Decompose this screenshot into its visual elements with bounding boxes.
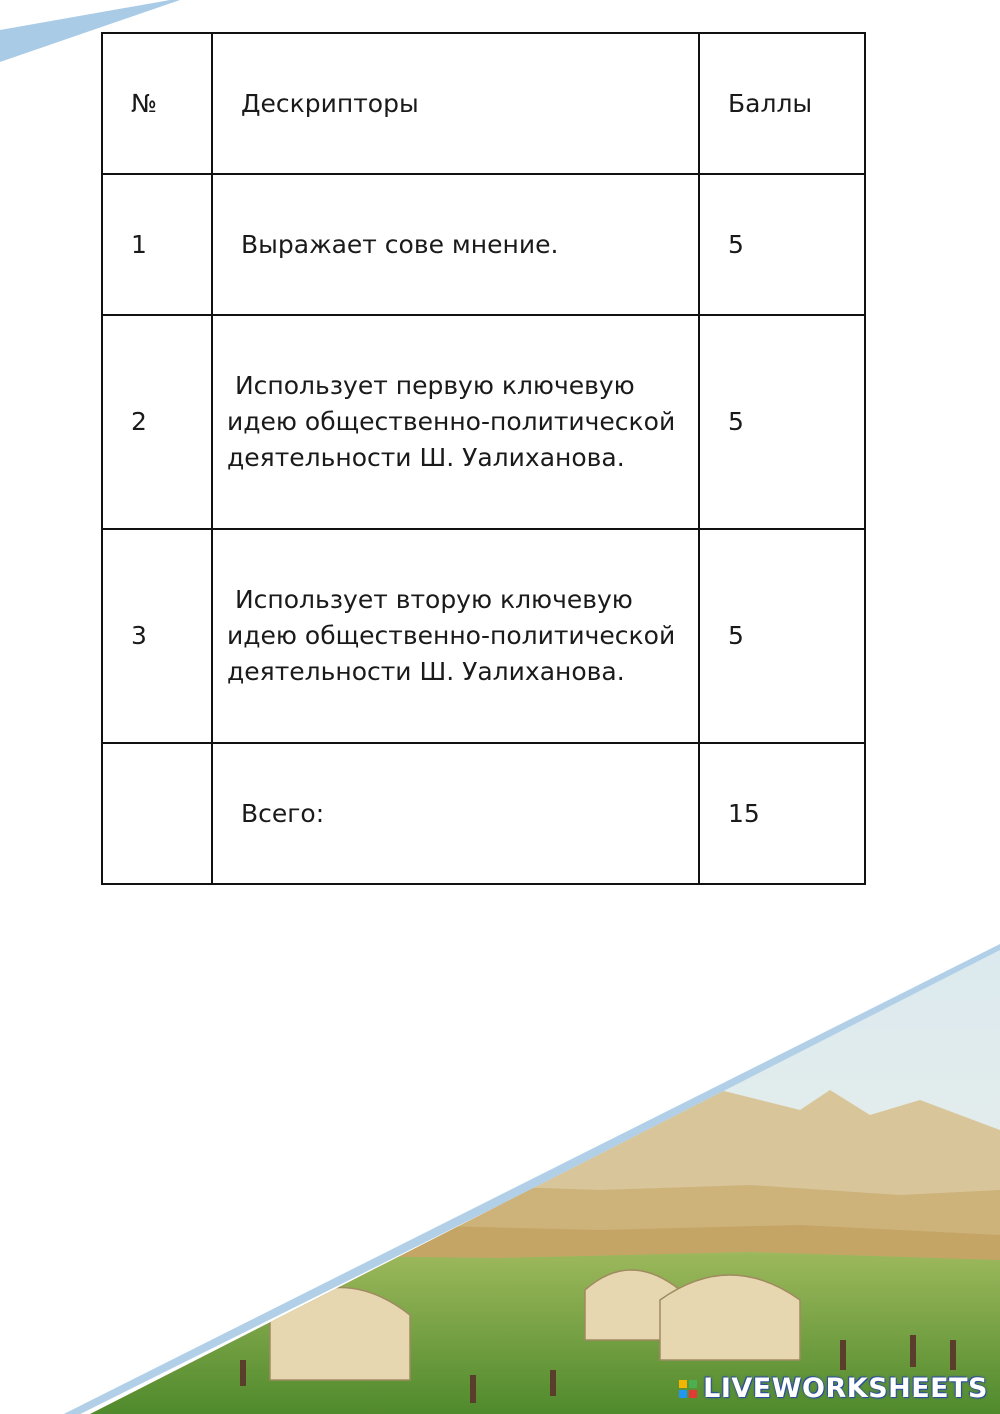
row-number: 1	[102, 174, 212, 315]
descriptor-line: Выражает сове мнение.	[241, 229, 559, 259]
row-points: 5	[699, 315, 865, 529]
row-descriptor	[212, 174, 699, 315]
liveworksheets-logo-icon	[679, 1380, 697, 1398]
table-row	[102, 315, 865, 529]
header-descriptors: Дескрипторы	[212, 33, 699, 174]
table-row	[102, 174, 865, 315]
header-points: Баллы	[699, 33, 865, 174]
watermark-text: LIVEWORKSHEETS	[703, 1373, 988, 1404]
table-total-row	[102, 743, 865, 884]
steppe-yurt-painting	[0, 940, 1000, 1414]
table-header-row	[102, 33, 865, 174]
row-descriptor	[212, 743, 699, 884]
row-points: 5	[699, 174, 865, 315]
descriptor-line: Использует первую ключевую	[227, 371, 635, 400]
row-number: 2	[102, 315, 212, 529]
descriptor-line: деятельности Ш. Уалиханова.	[227, 657, 625, 686]
descriptor-line: Использует вторую ключевую	[227, 585, 633, 614]
assessment-rubric-table	[101, 32, 866, 885]
header-number: №	[102, 33, 212, 174]
row-points: 15	[699, 743, 865, 884]
descriptor-line: идею общественно-политической	[227, 407, 676, 436]
table-row	[102, 529, 865, 743]
descriptor-line: деятельности Ш. Уалиханова.	[227, 443, 625, 472]
descriptor-line: Всего:	[241, 798, 325, 828]
descriptor-line: идею общественно-политической	[227, 621, 676, 650]
row-number: 3	[102, 529, 212, 743]
row-descriptor	[212, 529, 699, 743]
row-number	[102, 743, 212, 884]
row-points: 5	[699, 529, 865, 743]
row-descriptor	[212, 315, 699, 529]
liveworksheets-watermark	[679, 1373, 988, 1404]
